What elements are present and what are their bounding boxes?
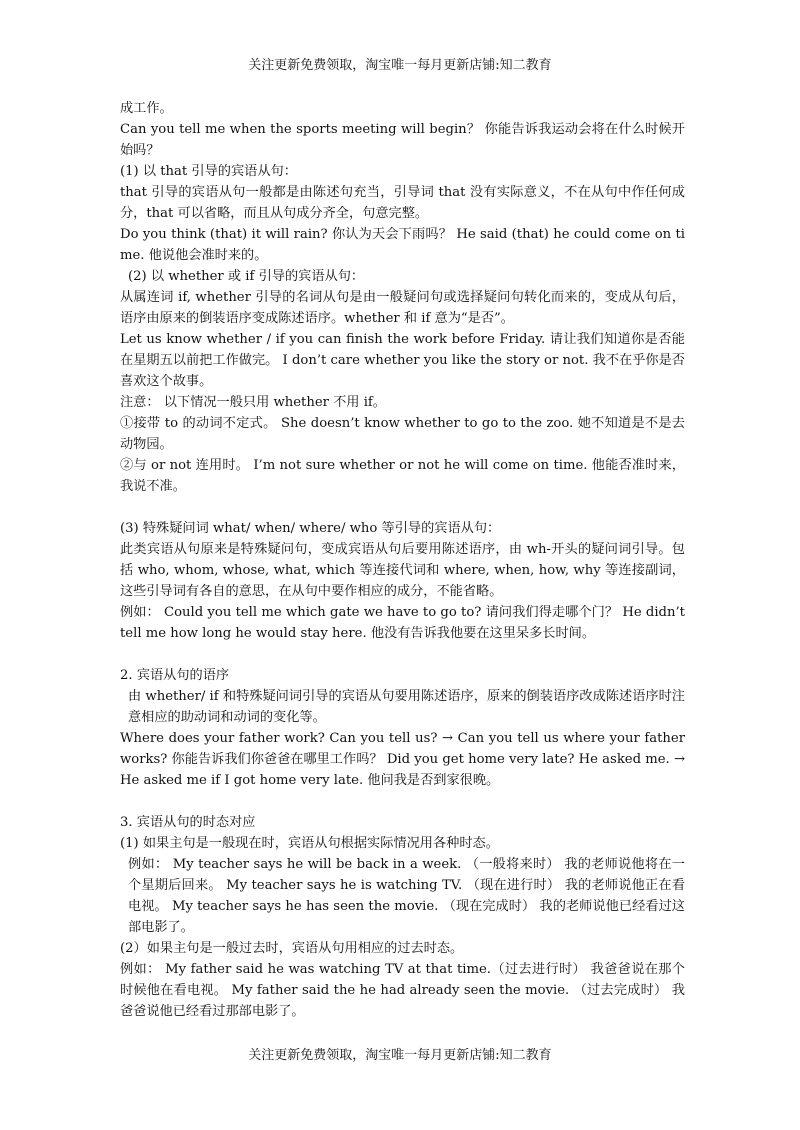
paragraph: (2) 以 whether 或 if 引导的宾语从句： [128,269,365,284]
spacer [120,791,685,812]
paragraph: 由 whether/ if 和特殊疑问词引导的宾语从句要用陈述语序，原来的倒装语序改成陈述语序时注意相应的助动词和动词的变化等。 [128,689,685,725]
paragraph: 例如： My father said he was watching TV at that time.（过去进行时） 我爸爸说在那个时候他在看电视。 My father said the he had already seen the movie. （过去完成时） 我爸爸说他已经看过那部电影了。 [120,962,685,1019]
paragraph: (3) 特殊疑问词 what/ when/ where/ who 等引导的宾语从句： [120,521,501,536]
paragraph: 此类宾语从句原来是特殊疑问句，变成宾语从句后要用陈述语序，由 wh-开头的疑问词引导。包括 who, whom, whose, what, which 等连接代词和 where, when, how, why 等连接副词，这些引导词有各自的意思，在从句中要作相应的成分，不能省略。 [120,542,685,599]
paragraph: (1) 以 that 引导的宾语从句： [120,164,297,179]
paragraph: that 引导的宾语从句一般都是由陈述句充当，引导词 that 没有实际意义，不在从句中作任何成分，that 可以省略，而且从句成分齐全，句意完整。 [120,185,685,221]
paragraph: 从属连词 if, whether 引导的名词从句是由一般疑问句或选择疑问句转化而来的，变成从句后，语序由原来的倒装语序变成陈述语序。whether 和 if 意为“是否”。 [120,290,685,326]
paragraph: Where does your father work? Can you tell us? → Can you tell us where your father works? 你能告诉我们你爸爸在哪里工作吗？ Did you get home very late? He asked me. → He asked me if I got home very late. 他问我是否到家很晚。 [120,731,685,788]
paragraph: ②与 or not 连用时。 I’m not sure whether or not he will come on time. 他能否准时来，我说不准。 [120,458,685,494]
spacer [120,644,685,665]
spacer [120,497,685,518]
section-heading: 3. 宾语从句的时态对应 [120,815,256,830]
paragraph: 成工作。 [120,101,173,116]
page-header: 关注更新免费领取，淘宝唯一每月更新店铺:知二教育 [248,58,552,73]
paragraph: (2）如果主句是一般过去时，宾语从句用相应的过去时态。 [120,941,464,956]
paragraph: 注意： 以下情况一般只用 whether 不用 if。 [120,395,386,410]
paragraph: Can you tell me when the sports meeting will begin？ 你能告诉我运动会将在什么时候开始吗？ [120,122,685,158]
paragraph: ①接带 to 的动词不定式。 She doesn’t know whether to go to the zoo. 她不知道是不是去动物园。 [120,416,685,452]
paragraph: 例如： Could you tell me which gate we have to go to? 请问我们得走哪个门？ He didn’t tell me how long he would stay here. 他没有告诉我他要在这里呆多长时间。 [120,605,685,641]
section-heading: 2. 宾语从句的语序 [120,668,230,683]
paragraph: (1) 如果主句是一般现在时，宾语从句根据实际情况用各种时态。 [120,836,499,851]
paragraph: Let us know whether / if you can finish the work before Friday. 请让我们知道你是否能在星期五以前把工作做完。 I don’t care whether you like the story or not. 我不在乎你是否喜欢这个故事。 [120,332,685,389]
paragraph: 例如： My teacher says he will be back in a week. （一般将来时） 我的老师说他将在一个星期后回来。 My teacher says he is watching TV. （现在进行时） 我的老师说他正在看电视。 My teacher says he has seen the movie. （现在完成时） 我的老师说他已经看过这部电影了。 [128,857,685,935]
document-body [120,98,685,1022]
page-footer: 关注更新免费领取，淘宝唯一每月更新店铺:知二教育 [248,1048,552,1063]
paragraph: Do you think (that) it will rain? 你认为天会下雨吗？ He said (that) he could come on time. 他说他会准时来的。 [120,227,685,263]
